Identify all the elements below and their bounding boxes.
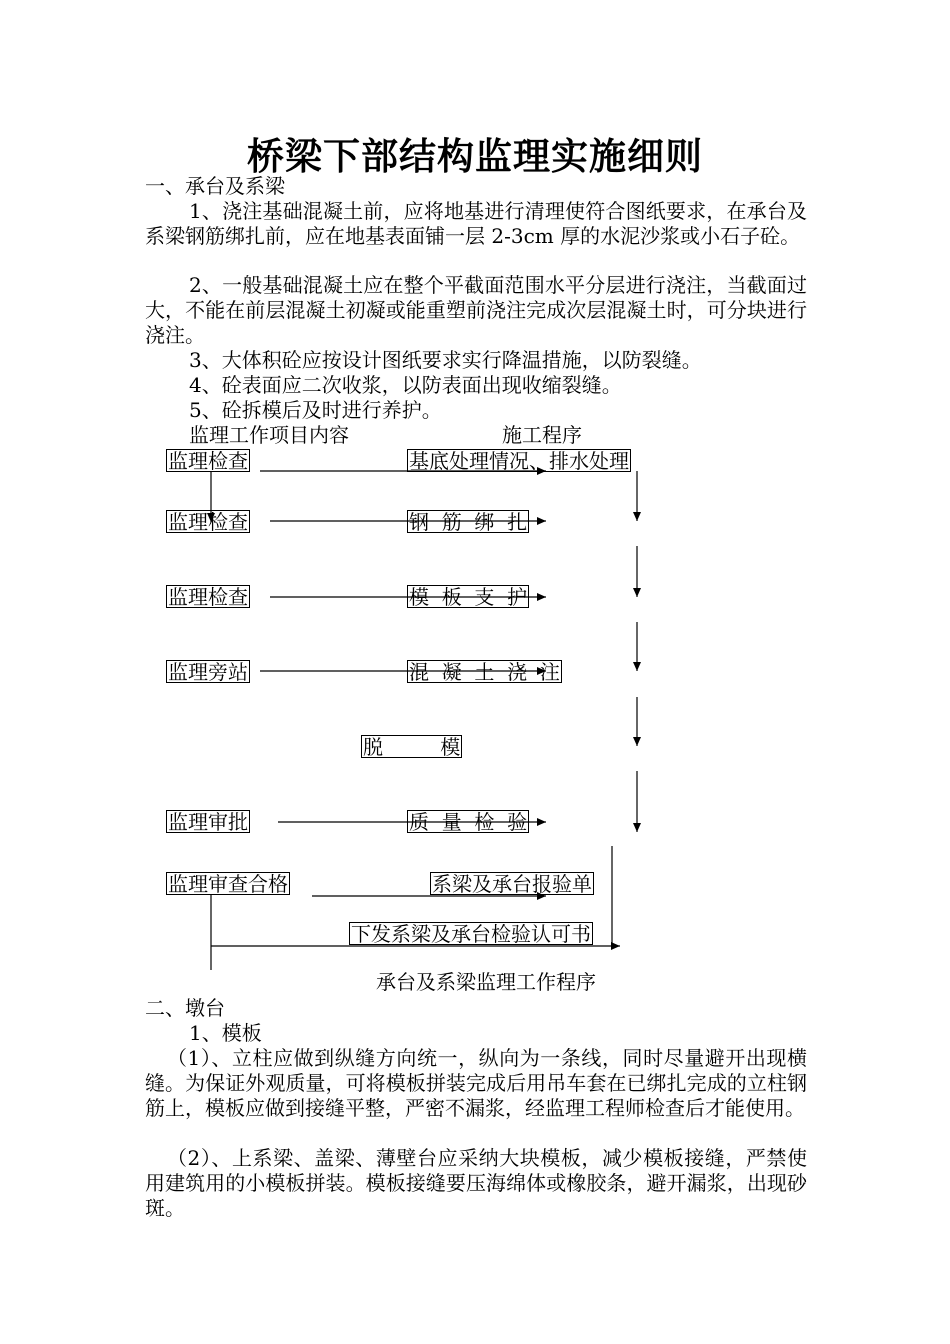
flow-left-box-3: 监理检查 <box>168 585 248 609</box>
flow-left-box-6: 监理审查合格 <box>168 872 288 896</box>
flowchart-caption: 承台及系梁监理工作程序 <box>376 970 596 994</box>
paragraph-1: 1、浇注基础混凝土前，应将地基进行清理使符合图纸要求，在承台及系梁钢筋绑扎前，应在地基表面铺一层 2-3cm 厚的水泥沙浆或小石子砼。 <box>145 199 807 248</box>
paragraph-3: 3、大体积砼应按设计图纸要求实行降温措施，以防裂缝。 <box>189 348 702 372</box>
flow-left-box-2: 监理检查 <box>168 510 248 534</box>
page-title: 桥梁下部结构监理实施细则 <box>247 135 703 178</box>
paragraph-2-1: （1）、立柱应做到纵缝方向统一，纵向为一条线，同时尽量避开出现横缝。为保证外观质量，可将模板拼装完成后用吊车套在已绑扎完成的立柱钢筋上，模板应做到接缝平整，严密不漏浆，经监理工程师检查后才能使用。 <box>145 1046 807 1120</box>
flow-right-box-7: 系梁及承台报验单 <box>432 872 592 896</box>
flow-right-box-4: 混 凝 土 浇 注 <box>409 660 560 684</box>
section-heading-2: 二、墩台 <box>145 996 225 1020</box>
flow-right-box-5: 脱 模 <box>363 735 461 759</box>
paragraph-2: 2、一般基础混凝土应在整个平截面范围水平分层进行浇注，当截面过大，不能在前层混凝土初凝或能重塑前浇注完成次层混凝土时，可分块进行浇注。 <box>145 273 807 347</box>
flow-right-box-8: 下发系梁及承台检验认可书 <box>351 922 591 946</box>
flow-left-header: 监理工作项目内容 <box>189 423 349 447</box>
flow-right-header: 施工程序 <box>502 423 582 447</box>
section-heading-1: 一、承台及系梁 <box>145 174 285 198</box>
flow-right-box-6: 质 量 检 验 <box>409 810 528 834</box>
flow-left-box-5: 监理审批 <box>168 810 248 834</box>
paragraph-5: 5、砼拆模后及时进行养护。 <box>189 398 442 422</box>
paragraph-4: 4、砼表面应二次收浆，以防表面出现收缩裂缝。 <box>189 373 622 397</box>
flow-right-box-2: 钢 筋 绑 扎 <box>409 510 528 534</box>
flow-left-box-4: 监理旁站 <box>168 660 248 684</box>
flow-right-box-1: 基底处理情况、排水处理 <box>409 449 629 473</box>
flow-left-box-1: 监理检查 <box>168 449 248 473</box>
paragraph-2-2: （2）、上系梁、盖梁、薄壁台应采纳大块模板，减少模板接缝，严禁使用建筑用的小模板拼装。模板接缝要压海绵体或橡胶条，避开漏浆，出现砂斑。 <box>145 1146 807 1220</box>
flow-right-box-3: 模 板 支 护 <box>409 585 528 609</box>
subheading-formwork: 1、模板 <box>189 1021 262 1045</box>
